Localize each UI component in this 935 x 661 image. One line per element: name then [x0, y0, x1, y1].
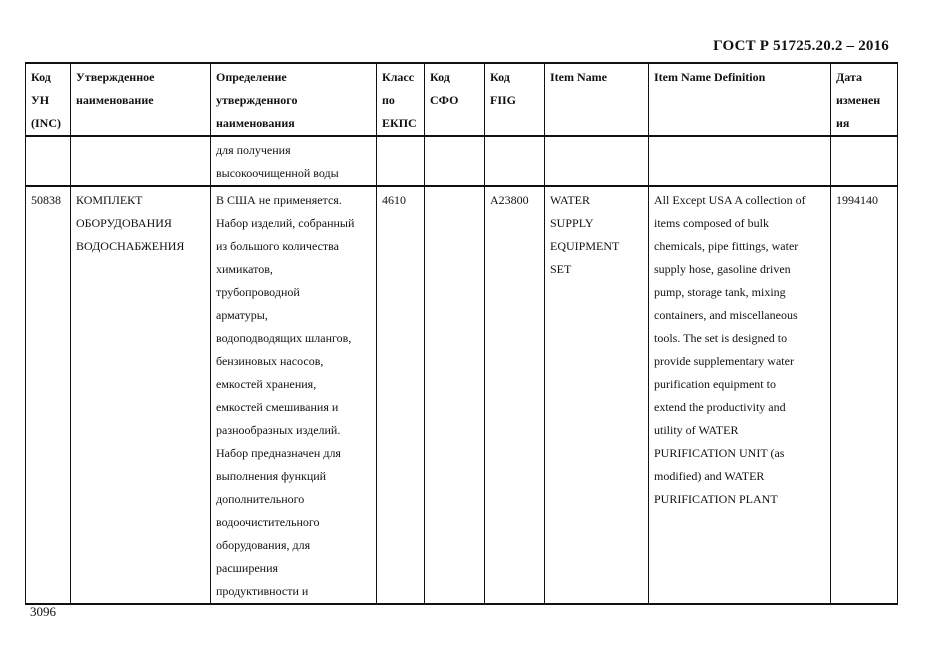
- text-line: tools. The set is designed to: [654, 331, 788, 345]
- text-line: расширения: [216, 561, 279, 575]
- text-line: емкостей смешивания и: [216, 400, 339, 414]
- text-line: Код: [31, 70, 51, 84]
- class-ekps-cell: 4610: [377, 186, 425, 604]
- text-line: СФО: [430, 93, 459, 107]
- text-line: водоподводящих шлангов,: [216, 331, 352, 345]
- text-line: purification equipment to: [654, 377, 776, 391]
- text-line: Item Name: [550, 70, 607, 84]
- text-line: наименование: [76, 93, 154, 107]
- col-header-item-name: [545, 63, 649, 136]
- text-line: оборудования, для: [216, 538, 311, 552]
- text-line: УН: [31, 93, 50, 107]
- catalog-table: [25, 62, 898, 605]
- text-line: pump, storage tank, mixing: [654, 285, 786, 299]
- text-line: трубопроводной: [216, 285, 300, 299]
- text-line: Набор предназначен для: [216, 446, 341, 460]
- text-line: емкостей хранения,: [216, 377, 317, 391]
- text-line: Код: [490, 70, 510, 84]
- text-line: PURIFICATION PLANT: [654, 492, 778, 506]
- col-header-approved-name: [71, 63, 211, 136]
- text-line: водоочистительного: [216, 515, 320, 529]
- table-header-row: [26, 63, 898, 136]
- text-line: КОМПЛЕКТ: [76, 193, 143, 207]
- text-line: Определение: [216, 70, 287, 84]
- text-line: provide supplementary water: [654, 354, 794, 368]
- text-line: SUPPLY: [550, 216, 594, 230]
- text-line: PURIFICATION UNIT (as: [654, 446, 785, 460]
- text-line: наименования: [216, 116, 295, 130]
- page-number: 3096: [30, 604, 56, 619]
- text-line: утвержденного: [216, 93, 298, 107]
- text-line: Набор изделий, собранный: [216, 216, 355, 230]
- text-line: ОБОРУДОВАНИЯ: [76, 216, 172, 230]
- text-line: из большого количества: [216, 239, 339, 253]
- col-header-inc: [26, 63, 71, 136]
- text-line: utility of WATER: [654, 423, 739, 437]
- text-line: высокоочищенной воды: [216, 166, 339, 180]
- text-line: EQUIPMENT: [550, 239, 620, 253]
- text-line: ВОДОСНАБЖЕНИЯ: [76, 239, 185, 253]
- col-header-change-date: [831, 63, 898, 136]
- text-line: extend the productivity and: [654, 400, 786, 414]
- text-line: All Except USA A collection of: [654, 193, 806, 207]
- text-line: арматуры,: [216, 308, 268, 322]
- document-title: ГОСТ Р 51725.20.2 – 2016: [713, 38, 889, 54]
- text-line: химикатов,: [216, 262, 273, 276]
- item-name-cell: [545, 186, 649, 604]
- text-line: по: [382, 93, 395, 107]
- text-line: Утвержденное: [76, 70, 155, 84]
- col-header-sfo-code: [425, 63, 485, 136]
- col-header-class-ekps: [377, 63, 425, 136]
- text-line: FIIG: [490, 93, 517, 107]
- table-row: [26, 186, 898, 604]
- text-line: containers, and miscellaneous: [654, 308, 798, 322]
- text-line: chemicals, pipe fittings, water: [654, 239, 799, 253]
- text-line: Item Name Definition: [654, 70, 766, 84]
- fiig-code-cell: A23800: [485, 186, 545, 604]
- text-line: Класс: [382, 70, 415, 84]
- col-header-definition: [211, 63, 377, 136]
- sfo-code-cell: [425, 186, 485, 604]
- change-date-cell: 1994140: [831, 186, 898, 604]
- col-header-item-name-definition: [649, 63, 831, 136]
- inc-cell: 50838: [26, 186, 71, 604]
- text-line: ия: [836, 116, 850, 130]
- text-line: дополнительного: [216, 492, 305, 506]
- continuation-definition-cell: [211, 136, 377, 186]
- text-line: Дата: [836, 70, 862, 84]
- definition-cell: [211, 186, 377, 604]
- text-line: выполнения функций: [216, 469, 327, 483]
- text-line: изменен: [836, 93, 881, 107]
- text-line: WATER: [550, 193, 590, 207]
- text-line: разнообразных изделий.: [216, 423, 341, 437]
- text-line: supply hose, gasoline driven: [654, 262, 791, 276]
- text-line: бензиновых насосов,: [216, 354, 324, 368]
- approved-name-cell: [71, 186, 211, 604]
- text-line: В США не применяется.: [216, 193, 342, 207]
- text-line: Код: [430, 70, 450, 84]
- item-definition-cell: [649, 186, 831, 604]
- text-line: продуктивности и: [216, 584, 309, 598]
- text-line: items composed of bulk: [654, 216, 769, 230]
- text-line: для получения: [216, 143, 291, 157]
- text-line: (INC): [31, 116, 61, 130]
- text-line: modified) and WATER: [654, 469, 765, 483]
- text-line: SET: [550, 262, 572, 276]
- text-line: ЕКПС: [382, 116, 417, 130]
- col-header-fiig-code: [485, 63, 545, 136]
- table-row-continuation: [26, 136, 898, 186]
